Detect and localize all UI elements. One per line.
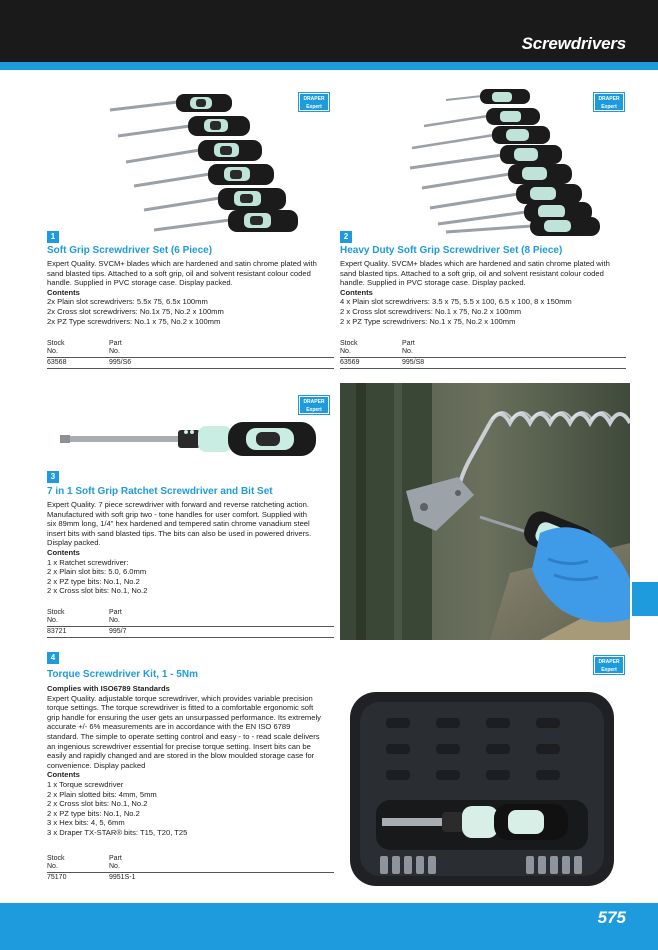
contents-item: 3 x Draper TX-STAR® bits: T15, T20, T25 [47, 827, 188, 837]
contents-label: Contents [47, 287, 80, 297]
desc-line: torque settings. The torque screwdriver is fitted to a comfortable ergonomic soft [47, 703, 314, 713]
desc-line: sand blasted tips. Attached to a soft grip, oil and solvent resistant colour coded [340, 268, 604, 278]
product-2-image [400, 86, 610, 238]
lifestyle-photo [340, 383, 630, 640]
table-divider [47, 626, 334, 627]
part-number: 995/S6 [109, 359, 132, 366]
contents-item: 2 x PZ type bits: No.1, No.2 [47, 576, 140, 586]
part-header-no: No. [109, 348, 120, 355]
contents-item: 2 x PZ type bits: No.1, No.2 [47, 808, 140, 818]
stock-header-no: No. [47, 348, 58, 355]
logo-subtext: Expert [601, 667, 617, 673]
contents-label: Contents [340, 287, 373, 297]
brand-logo [594, 656, 624, 674]
product-2-number: 2 [340, 231, 352, 243]
stock-header: Stock [47, 340, 65, 347]
contents-item: 3 x Hex bits: 4, 5, 6mm [47, 818, 125, 828]
stock-header-no: No. [47, 617, 58, 624]
header-stripe [0, 62, 658, 70]
part-header: Part [109, 855, 122, 862]
product-2-title: Heavy Duty Soft Grip Screwdriver Set (8 Piece) [340, 245, 563, 256]
contents-item: 2 x Plain slotted bits: 4mm, 5mm [47, 789, 157, 799]
logo-text: DRAPER [303, 399, 325, 405]
table-divider [340, 368, 626, 369]
desc-line: Expert Quality. SVCM+ blades which are hardened and satin chrome plated with [340, 259, 610, 268]
part-header: Part [109, 609, 122, 616]
product-3-description [47, 500, 337, 596]
desc-line: insert bits with sand blasted tips. The bits can also be used in powered drivers. [47, 528, 312, 538]
desc-line: easily and rapidly changed and are stored in the blow moulded storage case for [47, 751, 315, 761]
logo-text: DRAPER [598, 659, 620, 665]
desc-line: six 89mm long, 1/4" hex hardened and tempered satin chrome vanadium steel [47, 519, 310, 529]
contents-item: 2x Plain slot screwdrivers: 5.5x 75, 6.5x 100mm [47, 297, 208, 307]
product-3-stock-table [47, 609, 334, 636]
contents-item: 2 x Plain slot bits: 5.0, 6.0mm [47, 567, 147, 577]
stock-header-no: No. [340, 348, 351, 355]
contents-item: 2x PZ Type screwdrivers: No.1 x 75, No.2 x 100mm [47, 316, 221, 326]
desc-line: handle. Supplied in PVC storage case. Display packed. [340, 278, 526, 288]
brand-logo [594, 93, 624, 111]
contents-item: 1 x Torque screwdriver [47, 779, 124, 789]
contents-label: Contents [47, 770, 80, 780]
page-number: 575 [597, 908, 626, 927]
product-2-stock-table [340, 340, 626, 367]
contents-item: 4 x Plain slot screwdrivers: 3.5 x 75, 5.5 x 100, 6.5 x 100, 8 x 150mm [340, 297, 572, 307]
desc-line: Expert Quality. SVCM+ blades which are hardened and satin chrome plated with [47, 259, 317, 268]
contents-item: 2 x Cross slot bits: No.1, No.2 [47, 799, 148, 809]
logo-subtext: Expert [306, 104, 322, 110]
desc-line: an ingenious screwdriver essential for precise torque setting. Insert bits can be [47, 741, 311, 751]
table-divider [47, 368, 334, 369]
standards-note: Complies with ISO6789 Standards [47, 684, 170, 693]
part-header-no: No. [109, 863, 120, 870]
footer-bar [0, 903, 658, 950]
brand-logo [299, 93, 329, 111]
product-1-image [100, 88, 310, 234]
product-4-number: 4 [47, 652, 59, 664]
stock-number: 75170 [47, 874, 67, 881]
logo-subtext: Expert [306, 407, 322, 413]
product-4-title: Torque Screwdriver Kit, 1 - 5Nm [47, 669, 198, 680]
product-3-image [60, 412, 322, 468]
product-4-image [346, 688, 618, 890]
table-divider [47, 357, 334, 358]
contents-item: 2 x PZ Type screwdrivers: No.1 x 75, No.2 x 100mm [340, 316, 516, 326]
desc-line: sand blasted tips. Attached to a soft grip, oil and solvent resistant colour coded [47, 268, 311, 278]
desc-line: Expert Quality. 7 piece screwdriver with forward and reverse ratcheting action. [47, 500, 309, 509]
desc-line: Expert Quality. adjustable torque screwdriver, which provides variable precision [47, 693, 313, 703]
desc-line: convenience. Display packed [47, 760, 146, 770]
logo-text: DRAPER [303, 96, 325, 102]
section-tab [632, 582, 658, 616]
stock-number: 63569 [340, 359, 360, 366]
table-divider [340, 357, 626, 358]
part-header: Part [109, 340, 122, 347]
product-2-description [340, 259, 630, 326]
product-3-title: 7 in 1 Soft Grip Ratchet Screwdriver and Bit Set [47, 486, 273, 497]
desc-line: Manufactured with soft grip two - tone handles for user comfort. Supplied with [47, 509, 308, 519]
logo-text: DRAPER [598, 96, 620, 102]
stock-header: Stock [340, 340, 358, 347]
product-4-stock-table [47, 855, 334, 882]
desc-line: accurate +/- 6% measurements are in accordance with the EN ISO 6789 [47, 722, 291, 732]
product-1-number: 1 [47, 231, 59, 243]
part-header-no: No. [109, 617, 120, 624]
desc-line: handle. Supplied in PVC storage case. Display packed. [47, 278, 233, 288]
contents-item: 2 x Cross slot bits: No.1, No.2 [47, 586, 148, 596]
contents-label: Contents [47, 547, 80, 557]
desc-line: grip handle for ensuring the user gets an unsurpassed performance. Its extremely [47, 712, 321, 722]
product-1-stock-table [47, 340, 334, 367]
product-1-title: Soft Grip Screwdriver Set (6 Piece) [47, 245, 213, 256]
part-number: 995/7 [109, 628, 127, 635]
part-number: 995/S8 [402, 359, 425, 366]
part-number: 9951S-1 [109, 874, 136, 881]
part-header-no: No. [402, 348, 413, 355]
table-divider [47, 872, 334, 873]
desc-line: standard. The simple to operate setting control and easy - to - read scale delivers [47, 731, 320, 741]
product-1-description [47, 259, 337, 326]
page-title: Screwdrivers [521, 34, 626, 53]
stock-number: 83721 [47, 628, 67, 635]
contents-item: 2 x Cross slot screwdrivers: No.1 x 75, No.2 x 100mm [340, 306, 522, 316]
part-header: Part [402, 340, 415, 347]
stock-header: Stock [47, 855, 65, 862]
table-divider [47, 637, 334, 638]
brand-logo [299, 396, 329, 414]
contents-item: 1 x Ratchet screwdriver: [47, 557, 129, 567]
stock-header-no: No. [47, 863, 58, 870]
stock-header: Stock [47, 609, 65, 616]
product-4-description [47, 684, 337, 838]
stock-number: 63568 [47, 359, 67, 366]
contents-item: 2x Cross slot screwdrivers: No.1x 75, No.2 x 100mm [47, 306, 224, 316]
logo-subtext: Expert [601, 104, 617, 110]
product-3-number: 3 [47, 471, 59, 483]
desc-line: Display packed. [47, 538, 101, 548]
